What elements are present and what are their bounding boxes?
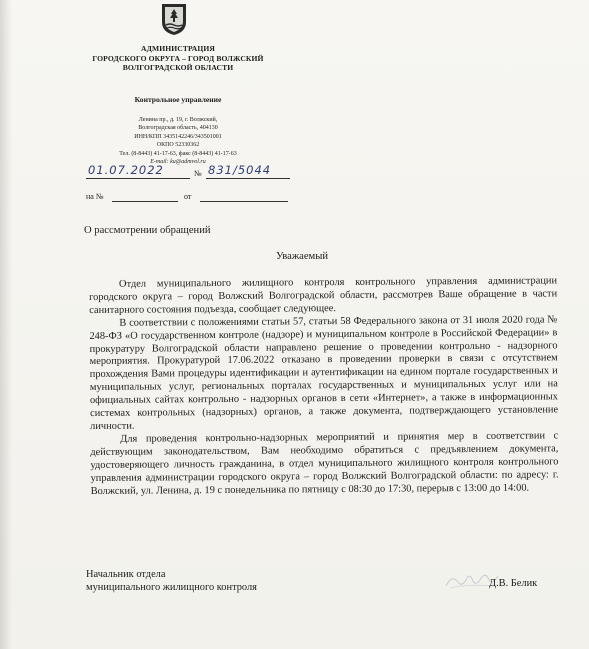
position-line: муниципального жилищного контроля [86, 581, 257, 593]
department-name: Контрольное управление [134, 95, 222, 104]
coat-of-arms-icon [160, 2, 188, 36]
organization-name [70, 44, 286, 73]
letter-body [89, 275, 559, 498]
registration-number: 831/5044 [208, 163, 272, 177]
letter-greeting: Уважаемый [275, 251, 329, 262]
body-paragraph: Для проведения контрольно-надзорных мероприятий и принятия мер в соответствии с действующим законодательством, Вам необходимо обратиться с предъявлением документа, удостоверяющего личность гражданина, в отдел муниципального жилищного контроля контрольного управления администрации городского округа – город Волжский Волгоградской области: по адресу: г. Волжский, ул. Ленина, д. 19 с понедельника по пятницу с 08:30 до 17:30, перерыв с 13:00 до 14:00. [90, 430, 559, 497]
reply-date-line [200, 201, 288, 202]
org-line: ВОЛГОГРАДСКОЙ ОБЛАСТИ [122, 63, 234, 72]
address-line: Ленина пр., д. 19, г. Волжский, [138, 117, 218, 123]
address-line: Волгоградская область, 404130 [138, 125, 218, 132]
org-line: АДМИНИСТРАЦИЯ [141, 44, 215, 53]
body-paragraph: В соответствии с положениями статьи 57, статьи 58 Федерального закона от 31 июля 2020 года № 248-ФЗ «О государственном контроле (надзоре) и муниципальном контроле в Российской Федерации» в прокуратуру Волгоградской области направлено решение о проведении контрольно - надзорного мероприятия. Прокуратурой 17.06.2022 отказано в проведении проверки в связи с отсутствием прохождения Вами процедуры идентификации и аутентификации на едином портале государственных и муниципальных услуг, региональных порталах государственных и муниципальных услуг или на официальных сайтах контрольно - надзорных органов в сети «Интернет», а также в информационных системах контрольных (надзорных) органов, а также документа, подтверждающего установление личности. [89, 314, 559, 432]
reply-number-line [112, 201, 178, 202]
reply-date-label: от [184, 192, 192, 201]
email-line: E-mail: ku@admvol.ru [150, 159, 206, 166]
org-line: ГОРОДСКОГО ОКРУГА – ГОРОД ВОЛЖСКИЙ [92, 53, 264, 63]
address-line: ОКПО 52330362 [156, 142, 200, 149]
number-sign: № [194, 169, 202, 178]
reply-to-label: на № [86, 192, 104, 201]
date-underline [86, 178, 190, 179]
position-line: Начальник отдела [86, 569, 166, 580]
letter-subject: О рассмотрении обращений [84, 225, 211, 236]
signatory-name: Д.В. Белик [489, 578, 538, 589]
body-paragraph: Отдел муниципального жилищного контроля контрольного управления администрации городского округа – город Волжский Волгоградской области, рассмотрев Ваше обращение в части санитарного состояния подъезда, сообщает следующее. [89, 275, 558, 316]
number-underline [206, 178, 290, 179]
signatory-position [86, 569, 257, 594]
registration-date: 01.07.2022 [88, 163, 164, 177]
address-block [70, 116, 286, 166]
page-edge-shadow [0, 0, 12, 649]
address-line: ИНН/КПП 3435142246/343501001 [134, 133, 222, 140]
address-line: Тел. (8-8443) 41-17-63, факс (8-8443) 41-17-63 [119, 150, 237, 157]
